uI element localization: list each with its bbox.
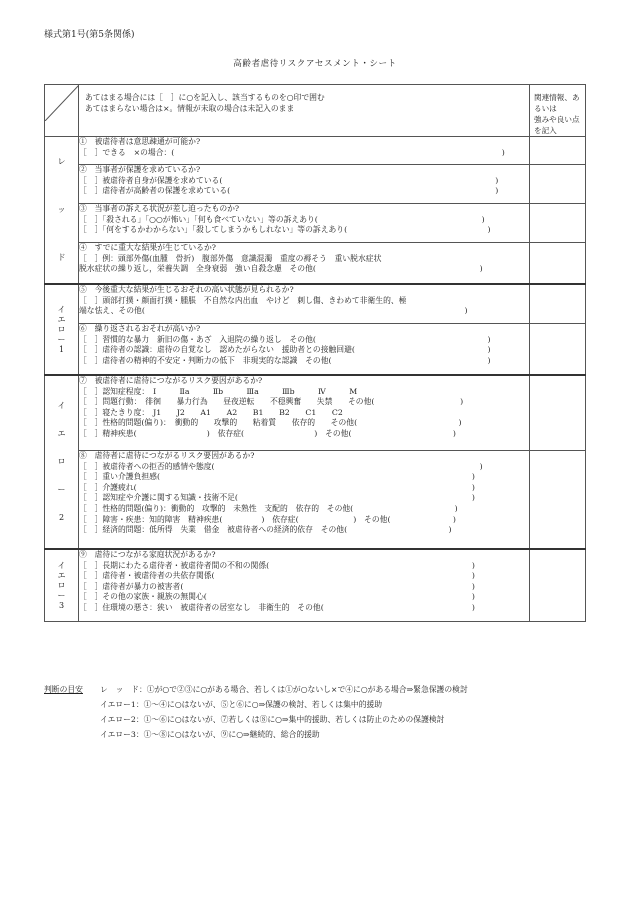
item-q8-check[interactable]: ［ ］性格的問題(偏り)：衝動的 攻撃的 未熟性 支配的 依存的 その他( ) [79,503,458,513]
item-row-8 [45,451,586,550]
notes-cell-q8[interactable] [530,451,586,550]
item-row-9 [45,549,586,622]
item-q8-check[interactable]: ［ ］認知症や介護に関する知識・技術不足( ) [79,493,475,503]
category-yellow2-char: エ [57,429,66,438]
notes-cell-q6[interactable] [530,324,586,376]
assessment-table [44,84,586,622]
category-yellow3 [45,549,79,622]
item-q3-question: ③ 当事者の訴える状況が差し迫ったものか? [79,204,240,213]
category-yellow1 [45,284,79,375]
item-q4-question: ④ すでに重大な結果が生じているか? [79,243,216,252]
item-q6-question: ⑥ 繰り返されるおそれが高いか? [79,324,201,333]
category-yellow1-char: エ [57,314,66,324]
instruction-cell [79,85,530,137]
category-yellow2-char: ー [57,485,66,494]
item-q9-check[interactable]: ［ ］その他の家族・親族の無関心( ) [79,592,475,602]
header-row [45,85,586,137]
item-q3 [79,204,530,243]
category-yellow3-char: エ [57,570,66,580]
category-yellow3-char: ロ [57,580,66,590]
item-q4 [79,243,530,285]
item-q5-question: ⑤ 今後重大な結果が生じるおそれの高い状態が見られるか? [79,285,294,294]
item-q1-check[interactable]: ［ ］できる ×の場合：( ) [79,147,505,157]
item-q6 [79,324,530,376]
item-q9-check[interactable]: ［ ］虐待者が暴力の被害者( ) [79,581,475,591]
item-q7-check[interactable]: ［ ］問題行動： 徘徊 暴力行為 昼夜逆転 不穏興奮 失禁 その他( ) [79,397,464,407]
notes-cell-q9[interactable] [530,549,586,622]
item-row-4 [45,243,586,285]
category-yellow3-char: 3 [58,600,65,610]
category-yellow2-char: 2 [58,513,65,522]
instruction-line-2: あてはまらない場合は×。情報が未取の場合は未記入のまま [85,104,295,113]
guide-red: レ ッ ド：①が○で②③に○がある場合、若しくは①が○ないし×で④に○がある場合⇒緊急保護の検討 [100,685,468,694]
item-row-3 [45,204,586,243]
notes-cell-q3[interactable] [530,204,586,243]
item-q9 [79,549,530,622]
category-yellow1-char: ー [57,334,66,344]
notes-cell-q5[interactable] [530,284,586,324]
item-q4-cont: 脱水症状の繰り返し，栄養失調 全身衰弱 強い自殺念慮 その他( ) [79,264,483,274]
item-row-7 [45,375,586,451]
category-yellow3-char: ー [57,590,66,600]
item-q2-check[interactable]: ［ ］虐待者が高齢者の保護を求めている( ) [79,186,499,196]
item-q5-cont: 端な怯え、その他( ) [79,306,468,316]
item-q8-check[interactable]: ［ ］経済的問題：低所得 失業 借金 被虐待者への経済的依存 その他( ) [79,525,452,535]
item-row-5 [45,284,586,324]
item-q2-check[interactable]: ［ ］被虐待者自身が保護を求めている( ) [79,175,499,185]
item-q4-check[interactable]: ［ ］例：頭部外傷(血腫 骨折) 腹部外傷 意識混濁 重度の褥そう 重い脱水症状 [79,253,382,263]
item-q2-question: ② 当事者が保護を求めているか? [79,165,201,174]
item-q9-check[interactable]: ［ ］住環境の悪さ：狭い 被虐待者の居室なし 非衛生的 その他( ) [79,602,475,612]
sheet-title: 高齢者虐待リスクアセスメント・シート [233,59,397,69]
item-row-1 [45,137,586,165]
item-q1 [79,137,530,165]
notes-header-line-1: 関連情報、あるいは [534,93,580,113]
item-q6-check[interactable]: ［ ］習慣的な暴力 新旧の傷・あざ 入退院の繰り返し その他( ) [79,334,491,344]
item-q2 [79,165,530,204]
category-yellow1-char: ロ [57,324,66,334]
item-q7-check[interactable]: ［ ］寝たきり度： J1 J2 A1 A2 B1 B2 C1 C2 [79,407,343,417]
item-q3-check[interactable]: ［ ］「何をするかわからない」「殺してしまうかもしれない」等の訴えあり( ) [79,225,491,235]
guide-yellow1: イエロー1：①～④に○はないが、⑤と⑥に○⇒保護の検討、若しくは集中的援助 [100,700,383,709]
notes-cell-q4[interactable] [530,243,586,285]
category-yellow1-char: イ [57,304,66,314]
item-q8 [79,451,530,550]
item-q5-check[interactable]: ［ ］頭部打撲・顔面打撲・腫脹 不自然な内出血 やけど 刺し傷、きわめて非衛生的、極 [79,295,407,305]
item-q8-check[interactable]: ［ ］障害・疾患：知的障害 精神疾患( ) 依存症( ) その他( ) [79,514,456,524]
notes-header-line-2: 強みや良い点を記入 [534,115,580,135]
category-red [45,137,79,285]
diagonal-line [45,85,79,121]
category-red-char: レ [57,157,66,166]
item-q7-check[interactable]: ［ ］精神疾患( ) 依存症( ) その他( ) [79,428,456,438]
category-red-char: ッ [57,205,66,214]
category-yellow2-char: イ [57,401,66,410]
item-q3-check[interactable]: ［ ］「殺される」「○○が怖い」「何も食べていない」等の訴えあり( ) [79,214,485,224]
item-q7-check[interactable]: ［ ］性格的問題(偏り)： 衝動的 攻撃的 粘着質 依存的 その他( ) [79,418,462,428]
guide-yellow3: イエロー3：①～⑧に○はないが、⑨に○⇒継続的、総合的援助 [100,730,320,739]
item-q8-check[interactable]: ［ ］被虐待者への拒否的感情や態度( ) [79,461,483,471]
category-yellow1-char: 1 [58,344,65,354]
notes-cell-q2[interactable] [530,165,586,204]
notes-cell-q1[interactable] [530,137,586,165]
item-row-6 [45,324,586,376]
item-q7-question: ⑦ 被虐待者に虐待につながるリスク要因があるか? [79,376,263,385]
item-q8-check[interactable]: ［ ］介護疲れ( ) [79,482,475,492]
category-yellow2-char: ロ [57,457,66,466]
item-q6-check[interactable]: ［ ］虐待者の精神的不安定・判断力の低下 非現実的な認識 その他( ) [79,355,491,365]
item-q5 [79,284,530,324]
item-q1-question: ① 被虐待者は意思疎通が可能か? [79,137,201,146]
category-yellow2 [45,375,79,549]
guide-yellow2: イエロー2：①～⑥に○はないが、⑦若しくは⑧に○⇒集中的援助、若しくは防止のための保護検討 [100,715,445,724]
instruction-line-1: あてはまる場合には［ ］に○を記入し、該当するものを○印で囲む [85,93,325,102]
form-number: 様式第1号(第5条関係) [44,30,135,40]
diagonal-cell [45,85,79,137]
item-q9-check[interactable]: ［ ］虐待者・被虐待者の共依存関係( ) [79,571,475,581]
item-q7-check[interactable]: ［ ］認知症程度： Ⅰ Ⅱa Ⅱb Ⅲa Ⅲb Ⅳ M [79,386,358,396]
item-q8-check[interactable]: ［ ］重い介護負担感( ) [79,472,475,482]
notes-header-cell [530,85,586,137]
notes-cell-q7[interactable] [530,375,586,451]
item-q7 [79,375,530,451]
item-q8-question: ⑧ 虐待者に虐待につながるリスク要因があるか? [79,451,255,460]
item-row-2 [45,165,586,204]
item-q6-check[interactable]: ［ ］虐待者の認識：虐待の自覚なし 認めたがらない 援助者との接触回避( ) [79,345,491,355]
category-red-char: ド [57,253,66,262]
guide-label: 判断の目安 [44,685,83,694]
item-q9-question: ⑨ 虐待につながる家庭状況があるか? [79,550,216,559]
item-q9-check[interactable]: ［ ］長期にわたる虐待者・被虐待者間の不和の関係( ) [79,560,475,570]
category-yellow3-char: イ [57,560,66,570]
